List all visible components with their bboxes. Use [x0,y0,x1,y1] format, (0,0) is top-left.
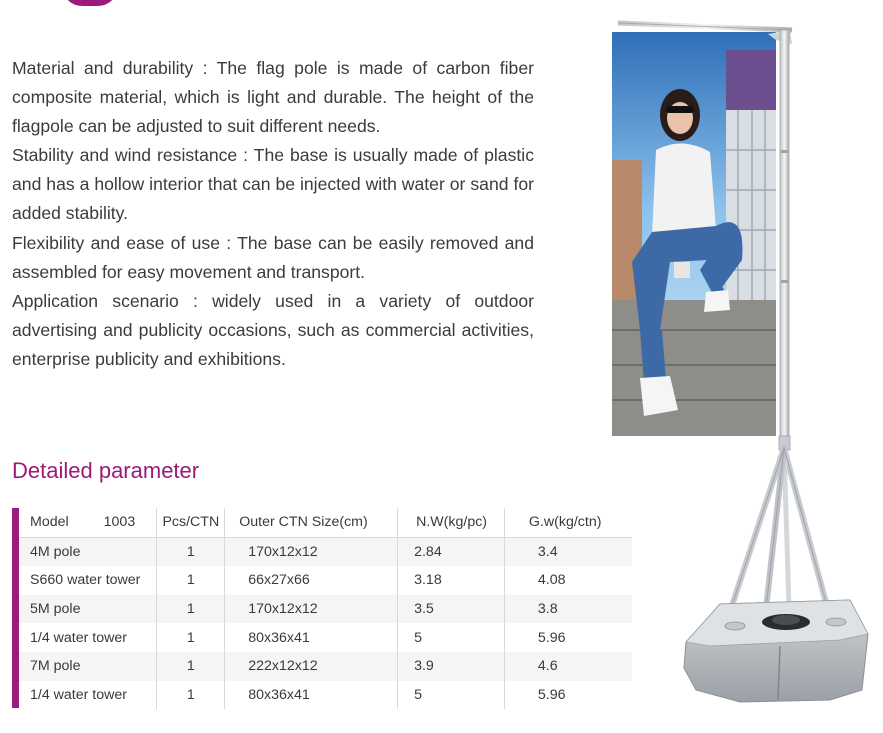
cell-model: 4M pole [19,537,157,566]
description-stability: Stability and wind resistance : The base is usually made of plastic and has a hollow interior that can be injected with water or sand for added stability. [12,145,534,224]
description-application: Application scenario : widely used in a variety of outdoor advertising and publicity occasions, such as commercial activities, enterprise publicity and exhibitions. [12,290,534,369]
table-row [19,595,632,624]
cell-gw: 4.08 [504,566,632,595]
cell-size: 80x36x41 [225,681,398,710]
table-row [19,623,632,652]
cell-pcs: 1 [157,681,225,710]
cell-model: 5M pole [19,595,157,624]
cell-model: 1/4 water tower [19,681,157,710]
cell-size: 66x27x66 [225,566,398,595]
table-header-row [19,508,632,537]
table-row [19,652,632,681]
cell-size: 170x12x12 [225,537,398,566]
banner-photo [612,32,776,436]
cell-pcs: 1 [157,595,225,624]
cell-nw: 3.5 [398,595,505,624]
cell-gw: 3.4 [504,537,632,566]
cell-pcs: 1 [157,652,225,681]
cell-model: S660 water tower [19,566,157,595]
cell-nw: 3.9 [398,652,505,681]
cell-gw: 3.8 [504,595,632,624]
header-model-label: Model [30,514,69,531]
water-tower-base [684,600,868,702]
decorative-arc [62,0,118,6]
section-title: Detailed parameter [12,458,200,483]
description-material: Material and durability : The flag pole is made of carbon fiber composite material, which is light and durable. The height of the flagpole can be adjusted to suit different needs. [12,58,534,137]
header-model [19,508,157,537]
cell-nw: 2.84 [398,537,505,566]
cell-model: 1/4 water tower [19,623,157,652]
table-row [19,537,632,566]
header-pcs: Pcs/CTN [157,508,225,537]
header-nw: N.W(kg/pc) [398,508,505,537]
header-model-code: 1003 [103,514,136,531]
cell-pcs: 1 [157,537,225,566]
cell-size: 222x12x12 [225,652,398,681]
cell-size: 170x12x12 [225,595,398,624]
cell-nw: 3.18 [398,566,505,595]
cell-nw: 5 [398,623,505,652]
main-pole [779,30,790,450]
cell-size: 80x36x41 [225,623,398,652]
cell-nw: 5 [398,681,505,710]
header-size: Outer CTN Size(cm) [225,508,398,537]
flag-pole-product-image [600,0,883,733]
cell-pcs: 1 [157,623,225,652]
table-row [19,566,632,595]
parameter-table [19,508,632,709]
cell-gw: 5.96 [504,681,632,710]
cell-pcs: 1 [157,566,225,595]
product-description [12,54,534,374]
cell-gw: 5.96 [504,623,632,652]
table-row [19,681,632,710]
cell-model: 7M pole [19,652,157,681]
parameter-table-container [12,508,632,708]
header-gw: G.w(kg/ctn) [504,508,632,537]
cell-gw: 4.6 [504,652,632,681]
description-flexibility: Flexibility and ease of use : The base can be easily removed and assembled for easy movement and transport. [12,232,534,282]
